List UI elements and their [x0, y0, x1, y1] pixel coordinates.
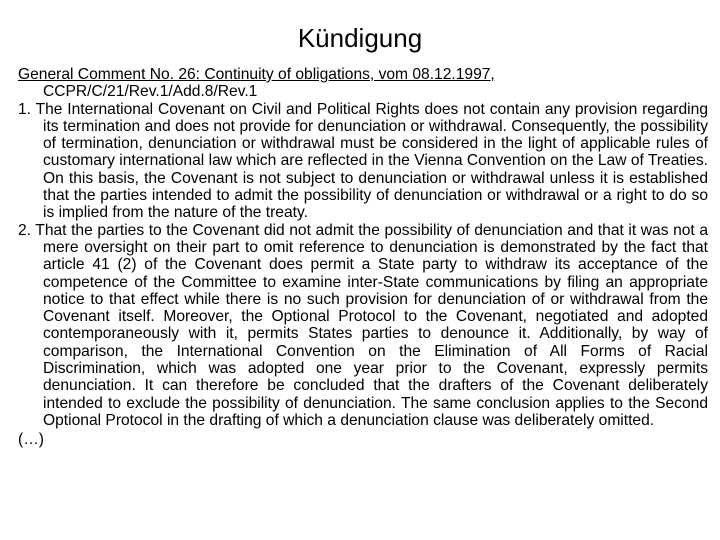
slide-body	[18, 66, 708, 449]
source-heading	[18, 66, 708, 101]
source-reference: General Comment No. 26: Continuity of obligations, vom 08.12.1997,	[18, 66, 495, 83]
ellipsis: (…)	[18, 431, 44, 449]
document-code: CCPR/C/21/Rev.1/Add.8/Rev.1	[43, 83, 258, 101]
slide-title: Kündigung	[297, 23, 423, 53]
paragraph-1: 1. The International Covenant on Civil and Political Rights does not contain any provision regarding its termination and does not provide for denunciation or withdrawal. Consequently, the possibility of termination, denunciation or withdrawal must be considered in the light of applicable rules of customary international law which are reflected in the Vienna Convention on the Law of Treaties. On this basis, the Covenant is not subject to denunciation or withdrawal unless it is established that the parties intended to admit the possibility of denunciation or withdrawal or a right to do so is implied from the nature of the treaty.	[18, 100, 708, 222]
paragraph-2: 2. That the parties to the Covenant did not admit the possibility of denunciation and that it was not a mere oversight on their part to omit reference to denunciation is demonstrated by the fact that article 41 (2) of the Covenant does permit a State party to withdraw its acceptance of the competence of the Committee to examine inter-State communications by filing an appropriate notice to that effect while there is no such provision for denunciation of or withdrawal from the Covenant itself. Moreover, the Optional Protocol to the Covenant, negotiated and adopted contemporaneously with it, permits States parties to denounce it. Additionally, by way of comparison, the International Convention on the Elimination of All Forms of Racial Discrimination, which was adopted one year prior to the Covenant, expressly permits denunciation. It can therefore be concluded that the drafters of the Covenant deliberately intended to exclude the possibility of denunciation. The same conclusion applies to the Second Optional Protocol in the drafting of which a denunciation clause was deliberately omitted.	[18, 221, 708, 429]
